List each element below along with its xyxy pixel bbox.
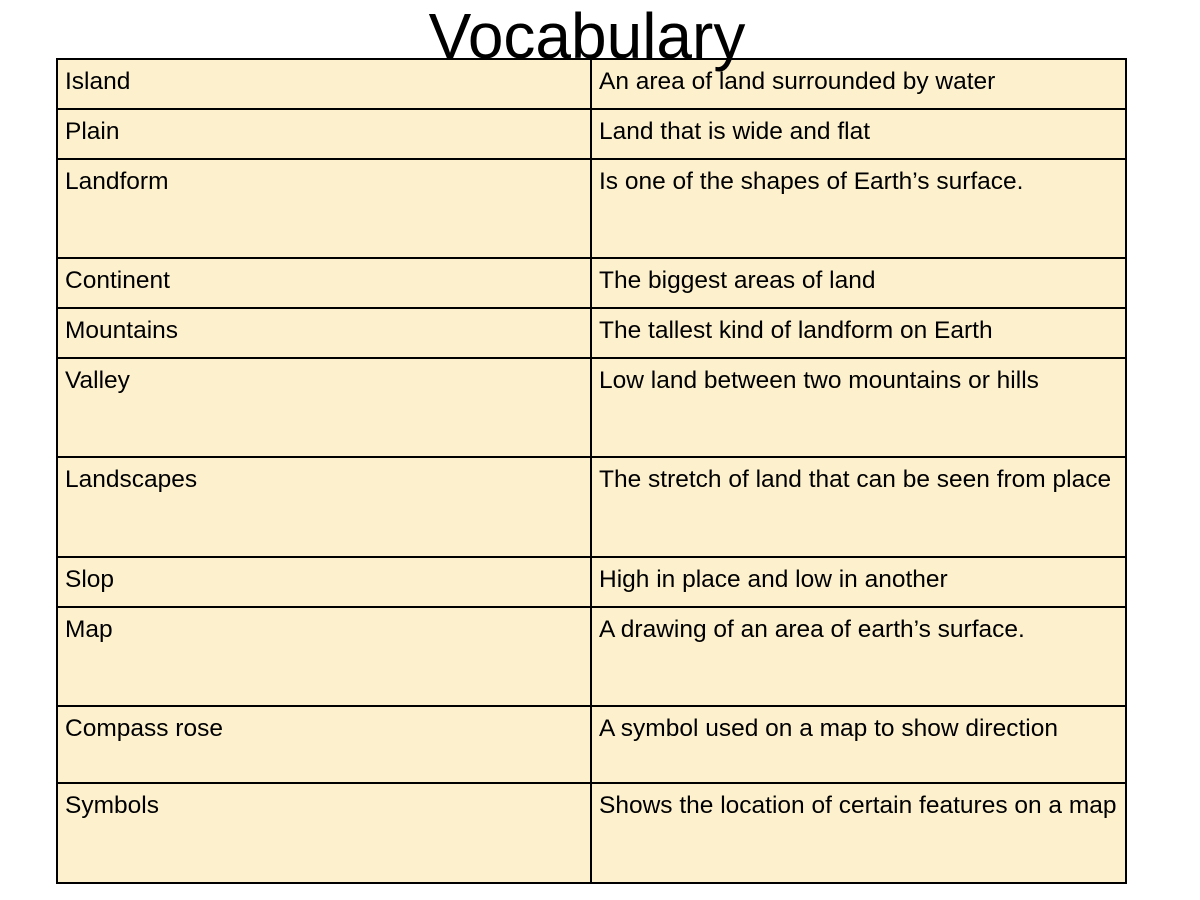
definition-cell: An area of land surrounded by water — [591, 59, 1126, 109]
table-row — [57, 783, 1126, 883]
term-cell: Plain — [57, 109, 591, 159]
definition-cell: Low land between two mountains or hills — [591, 358, 1126, 457]
definition-cell: The biggest areas of land — [591, 258, 1126, 308]
term-cell: Map — [57, 607, 591, 706]
definition-cell: Is one of the shapes of Earth’s surface. — [591, 159, 1126, 258]
table-row — [57, 706, 1126, 783]
definition-cell: The stretch of land that can be seen from place — [591, 457, 1126, 557]
table-row — [57, 159, 1126, 258]
table-row — [57, 607, 1126, 706]
term-cell: Valley — [57, 358, 591, 457]
term-cell: Compass rose — [57, 706, 591, 783]
definition-cell: High in place and low in another — [591, 557, 1126, 607]
definition-cell: Land that is wide and flat — [591, 109, 1126, 159]
term-cell: Mountains — [57, 308, 591, 358]
table-row — [57, 258, 1126, 308]
definition-cell: A drawing of an area of earth’s surface. — [591, 607, 1126, 706]
table-row — [57, 308, 1126, 358]
term-cell: Island — [57, 59, 591, 109]
table-row — [57, 557, 1126, 607]
term-cell: Slop — [57, 557, 591, 607]
table-row — [57, 358, 1126, 457]
vocabulary-table — [56, 58, 1127, 884]
table-row — [57, 457, 1126, 557]
definition-cell: Shows the location of certain features on a map — [591, 783, 1126, 883]
term-cell: Symbols — [57, 783, 591, 883]
table-row — [57, 109, 1126, 159]
term-cell: Landform — [57, 159, 591, 258]
term-cell: Continent — [57, 258, 591, 308]
definition-cell: A symbol used on a map to show direction — [591, 706, 1126, 783]
term-cell: Landscapes — [57, 457, 591, 557]
definition-cell: The tallest kind of landform on Earth — [591, 308, 1126, 358]
slide-title: Vocabulary — [428, 0, 746, 72]
